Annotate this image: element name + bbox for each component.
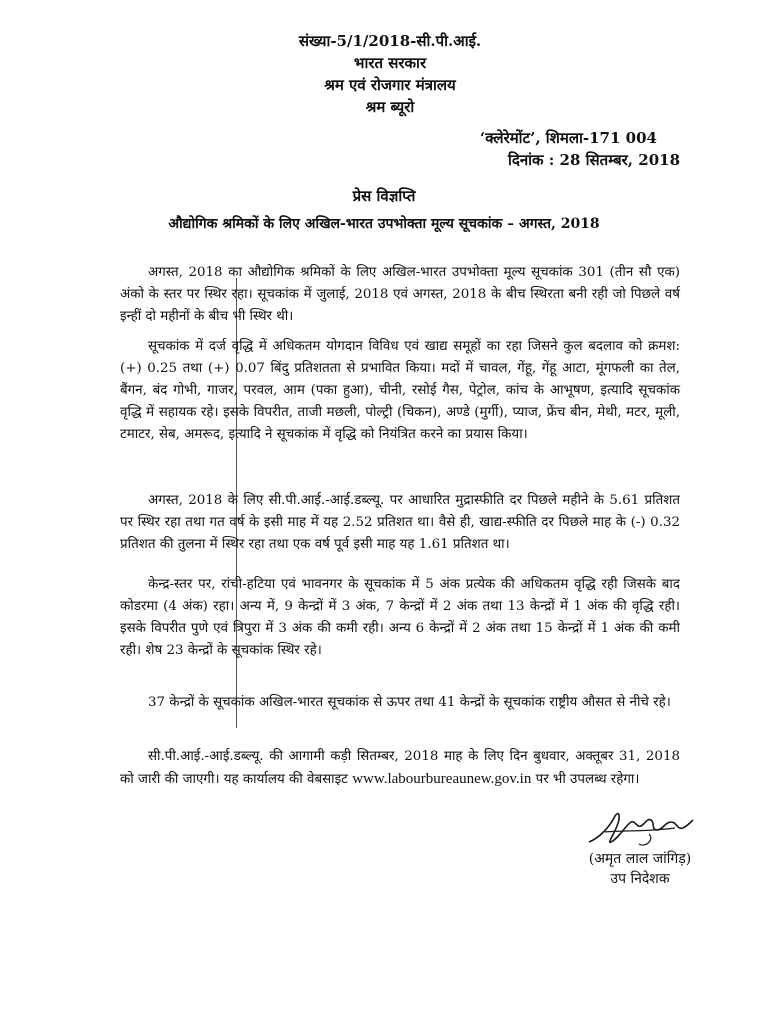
paragraph-contributors: सूचकांक में दर्ज वृद्धि में अधिकतम योगदान विविध एवं खाद्य समूहों का रहा जिसने कुल बदलाव को क्रमश: (+) 0.25 तथा (+) 0.07 बिंदु प्रतिशतता से प्रभावित किया। मदों में चावल, गेंहू, गेंहू आटा, मूंगफली का तेल, बैंगन, बंद गोभी, गाजर, परवल, आम (पका हुआ), चीनी, रसोई गैस, पेट्रोल, कांच के आभूषण, इत्यादि सूचकांक वृद्धि में सहायक रहे। इसके विपरीत, ताजी मछली, पोल्ट्री (चिकन), अण्डे (मुर्गी), प्याज, फ्रेंच बीन, मेथी, मटर, मूली, टमाटर, सेब, अमरूद, इत्यादि ने सूचकांक में वृद्धि को नियंत्रित करने का प्रयास किया।	[120, 339, 680, 442]
paragraph-next-release	[120, 746, 680, 791]
press-release-heading: प्रेस विज्ञप्ति	[352, 187, 416, 205]
office-address: ‘क्लेरेमोंट’, शिमला-171 004	[480, 129, 657, 147]
next-release-text-end: पर भी उपलब्ध रहेगा।	[531, 772, 640, 787]
paragraph-centres-comparison: 37 केन्द्रों के सूचकांक अखिल-भारत सूचकांक से ऊपर तथा 41 केन्द्रों के सूचकांक राष्ट्रीय औसत से नीचे रहे।	[148, 695, 671, 710]
website-link[interactable]: www.labourbureaunew.gov.in	[352, 771, 532, 787]
paragraph-inflation: अगस्त, 2018 के लिए सी.पी.आई.-आई.डब्ल्यू. पर आधारित मुद्रास्फीति दर पिछले महीने के 5.61 प्रतिशत पर स्थिर रहा तथा गत वर्ष के इसी माह में यह 2.52 प्रतिशत था। वैसे ही, खाद्य-स्फीति दर पिछले माह के (-) 0.32 प्रतिशत की तुलना में स्थिर रहा तथा एक वर्ष पूर्व इसी माह यह 1.61 प्रतिशत था।	[120, 493, 680, 552]
signatory-name: (अमृत लाल जांगिड़)	[588, 851, 692, 867]
government-name: भारत सरकार	[353, 54, 427, 72]
subject-line: औद्योगिक श्रमिकों के लिए अखिल-भारत उपभोक्ता मूल्य सूचकांक – अगस्त, 2018	[168, 216, 600, 232]
paragraph-index-level: अगस्त, 2018 का औद्योगिक श्रमिकों के लिए अखिल-भारत उपभोक्ता मूल्य सूचकांक 301 (तीन सौ एक) अंको के स्तर पर स्थिर रहा। सूचकांक में जुलाई, 2018 एवं अगस्त, 2018 के बीच स्थिरता बनी रही जो पिछले वर्ष इन्हीं दो महीनों के बीच भी स्थिर थी।	[120, 265, 680, 324]
bureau-name: श्रम ब्यूरो	[365, 98, 415, 116]
ministry-name: श्रम एवं रोजगार मंत्रालय	[324, 76, 456, 94]
paragraph-centre-level: केन्द्र-स्तर पर, रांची-हटिया एवं भावनगर के सूचकांक में 5 अंक प्रत्येक की अधिकतम वृद्धि रही जिसके बाद कोडरमा (4 अंक) रहा। अन्य में, 9 केन्द्रों में 3 अंक, 7 केन्द्रों में 2 अंक तथा 13 केन्द्रों में 1 अंक की वृद्धि रही। इसके विपरीत पुणे एवं त्रिपुरा में 3 अंक की कमी रही। अन्य 6 केन्द्रों में 2 अंक तथा 15 केन्द्रों में 1 अंक की कमी रही। शेष 23 केन्द्रों के सूचकांक स्थिर रहे।	[120, 577, 680, 658]
next-release-text: सी.पी.आई.-आई.डब्ल्यू. की आगामी कड़ी सितम्बर, 2018 माह के लिए दिन बुधवार, अक्तूबर 31, 2018 को जारी की जाएगी। यह कार्यालय की वेबसाइट	[120, 749, 680, 787]
reference-number: संख्या-5/1/2018-सी.पी.आई.	[298, 32, 482, 50]
signatory-designation: उप निदेशक	[610, 871, 670, 887]
release-date: दिनांक : 28 सितम्बर, 2018	[508, 151, 681, 169]
